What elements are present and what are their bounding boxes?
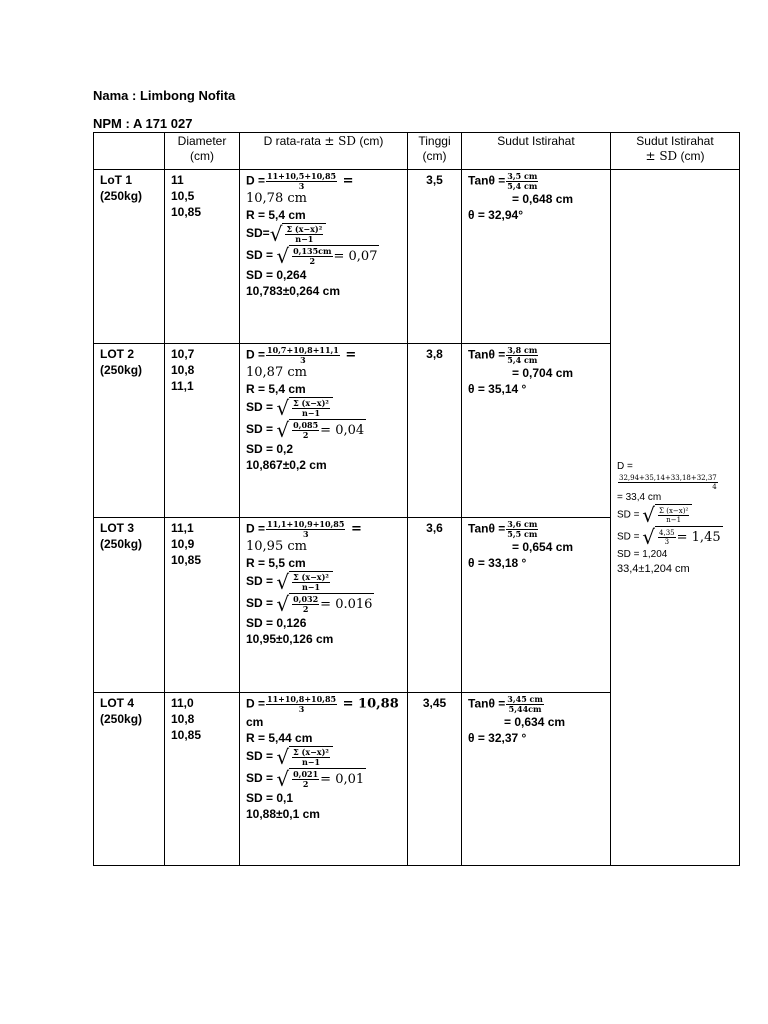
- theta-value: θ = 35,14 °: [468, 382, 527, 396]
- radius: R = 5,44 cm: [246, 731, 313, 745]
- sd-calc-numerator: 0,021: [293, 769, 319, 779]
- header-diameter-label: Diameter: [177, 134, 227, 148]
- lot-name: LOT 3: [100, 521, 135, 535]
- table-row: [94, 170, 740, 344]
- sd-calc-result: = 0,01: [320, 771, 365, 787]
- header-sudut-sd-sd: ± SD: [645, 149, 678, 163]
- sd-formula-denominator: n−1: [301, 582, 321, 592]
- tan-numerator: 3,45 cm: [507, 694, 543, 704]
- diameter-value: 11,1: [171, 521, 194, 535]
- sd-formula-label: SD =: [246, 749, 277, 764]
- header-lot: [94, 133, 165, 170]
- header-tinggi-label: Tinggi: [418, 134, 451, 148]
- summary-sd-calc-numerator: 4,35: [659, 528, 675, 537]
- sd-value: SD = 0,264: [246, 268, 307, 282]
- tinggi-value: 3,5: [426, 173, 443, 187]
- d-final: 10,783±0,264 cm: [246, 284, 340, 298]
- d-denominator: 3: [302, 529, 309, 539]
- sd-calc-denominator: 2: [309, 256, 316, 266]
- radius: R = 5,4 cm: [246, 382, 306, 396]
- d-denominator: 3: [298, 704, 305, 714]
- diameter-value: 11,0: [171, 696, 194, 710]
- sd-formula-numerator: Σ (x−x)²: [293, 572, 329, 582]
- d-denominator: 3: [300, 355, 306, 365]
- tan-label: Tanθ =: [468, 521, 506, 536]
- sqrt-icon: √: [276, 745, 290, 769]
- sqrt-icon: √: [276, 396, 290, 420]
- d-numerator: 11,1+10,9+10,85: [267, 519, 345, 529]
- sqrt-icon: √: [276, 244, 290, 268]
- sd-calc-label: SD =: [246, 596, 277, 611]
- d-label: D =: [246, 347, 266, 362]
- sd-calc-numerator: 0,032: [293, 594, 319, 604]
- summary-d-denominator: 4: [712, 482, 717, 491]
- d-result: cm: [246, 715, 264, 729]
- diameter-value: 10,8: [171, 712, 195, 726]
- lot-weight: (250kg): [100, 189, 143, 203]
- summary-sd-calc-denominator: 3: [664, 537, 670, 546]
- header-d-rata: [240, 133, 408, 170]
- d-numerator: 11+10,5+10,85: [267, 171, 337, 181]
- sqrt-icon: √: [642, 502, 656, 527]
- diameter-value: 10,5: [171, 189, 195, 203]
- sd-calc-denominator: 2: [302, 779, 309, 789]
- diameter-value: 10,7: [171, 347, 195, 361]
- header-sudut: [462, 133, 611, 170]
- sd-formula-label: SD =: [246, 400, 277, 415]
- student-name: Nama : Limbong Nofita: [93, 88, 236, 103]
- sd-calc-denominator: 2: [302, 430, 309, 440]
- tan-label: Tanθ =: [468, 173, 506, 188]
- header-sudut-sd: [611, 133, 740, 170]
- radius: R = 5,4 cm: [246, 208, 306, 222]
- summary-d-result: = 33,4 cm: [617, 491, 662, 503]
- d-denominator: 3: [298, 181, 305, 191]
- tan-denominator: 5,4 cm: [507, 181, 538, 191]
- tan-numerator: 3,8 cm: [507, 345, 538, 355]
- summary-sd-formula-label: SD =: [617, 509, 643, 521]
- d-result: 10,95 cm: [246, 539, 307, 554]
- d-result: 10,87 cm: [246, 365, 307, 380]
- header-diameter-unit: (cm): [190, 149, 214, 163]
- sd-formula-numerator: Σ (x−x)²: [293, 398, 329, 408]
- summary-sd-value: SD = 1,204: [617, 548, 668, 560]
- diameter-value: 10,85: [171, 205, 202, 219]
- sd-calc-label: SD =: [246, 248, 277, 263]
- sd-value: SD = 0,2: [246, 442, 294, 456]
- tinggi-value: 3,6: [426, 521, 443, 535]
- sqrt-icon: √: [276, 418, 290, 442]
- diameter-value: 11: [171, 173, 184, 187]
- header-sudut-sd-unit: (cm): [677, 149, 705, 163]
- lot-name: LOT 2: [100, 347, 135, 361]
- tinggi-value: 3,45: [422, 696, 447, 710]
- lot-weight: (250kg): [100, 363, 143, 377]
- summary-final: 33,4±1,204 cm: [617, 562, 690, 575]
- d-equals: = 10,88: [338, 696, 399, 712]
- lot-name: LoT 1: [100, 173, 132, 187]
- d-final: 10,88±0,1 cm: [246, 807, 320, 821]
- header-tinggi-unit: (cm): [422, 149, 447, 163]
- sd-calc-numerator: 0,135cm: [293, 246, 332, 256]
- diameter-value: 10,85: [171, 728, 202, 742]
- d-final: 10,95±0,126 cm: [246, 632, 334, 646]
- radius: R = 5,5 cm: [246, 556, 306, 570]
- sd-value: SD = 0,126: [246, 616, 307, 630]
- tan-result: = 0,704 cm: [512, 366, 574, 380]
- theta-value: θ = 33,18 °: [468, 556, 527, 570]
- lot-name: LOT 4: [100, 696, 135, 710]
- summary-cell: [611, 170, 740, 866]
- sd-calc-denominator: 2: [302, 604, 309, 614]
- diameter-value: 11,1: [171, 379, 194, 393]
- data-table: [93, 132, 740, 866]
- tan-result: = 0,654 cm: [512, 540, 574, 554]
- lot-weight: (250kg): [100, 712, 143, 726]
- tan-result: = 0,634 cm: [504, 715, 566, 729]
- sd-formula-denominator: n−1: [295, 234, 314, 244]
- d-equals: =: [338, 173, 354, 189]
- d-equals: =: [340, 347, 357, 363]
- summary-d-numerator: 32,94+35,14+33,18+32,37: [619, 473, 717, 482]
- tan-result: = 0,648 cm: [512, 192, 574, 206]
- header-d-rata-label: D rata-rata: [263, 134, 325, 148]
- sd-formula-denominator: n−1: [301, 408, 321, 418]
- tinggi-value: 3,8: [426, 347, 443, 361]
- d-label: D =: [246, 173, 266, 188]
- header-d-rata-sd: ± SD: [324, 134, 357, 148]
- summary-sd-calc-result: = 1,45: [676, 529, 721, 545]
- sd-formula-numerator: Σ (x−x)²: [286, 224, 323, 234]
- tan-denominator: 5,5 cm: [507, 529, 538, 539]
- diameter-value: 10,8: [171, 363, 195, 377]
- summary-sd-calc-label: SD =: [617, 531, 643, 543]
- header-sudut-sd-label: Sudut Istirahat: [636, 134, 714, 148]
- sqrt-icon: √: [276, 592, 290, 616]
- tan-label: Tanθ =: [468, 347, 506, 362]
- d-result: 10,78 cm: [246, 191, 307, 206]
- tan-numerator: 3,6 cm: [507, 519, 538, 529]
- sd-calc-result: = 0,04: [320, 422, 365, 438]
- lot-weight: (250kg): [100, 537, 143, 551]
- tan-denominator: 5,44cm: [508, 704, 542, 714]
- sd-value: SD = 0,1: [246, 791, 294, 805]
- tan-numerator: 3,5 cm: [507, 171, 538, 181]
- sd-calc-result: = 0.016: [320, 596, 373, 612]
- theta-value: θ = 32,94°: [468, 208, 523, 222]
- sqrt-icon: √: [276, 570, 290, 594]
- theta-value: θ = 32,37 °: [468, 731, 527, 745]
- sqrt-icon: √: [642, 524, 656, 549]
- sd-formula-label: SD =: [246, 574, 277, 589]
- summary-d-label: D =: [617, 461, 633, 473]
- sqrt-icon: √: [276, 767, 290, 791]
- d-final: 10,867±0,2 cm: [246, 458, 327, 472]
- sd-formula-label: SD=: [246, 226, 270, 241]
- header-d-rata-unit: (cm): [356, 134, 384, 148]
- tan-label: Tanθ =: [468, 696, 506, 711]
- header-diameter: [165, 133, 240, 170]
- table-header-row: [94, 133, 740, 170]
- d-label: D =: [246, 521, 266, 536]
- sd-formula-denominator: n−1: [301, 757, 321, 767]
- student-npm: NPM : A 171 027: [93, 116, 193, 131]
- sd-calc-label: SD =: [246, 422, 277, 437]
- summary-sd-numerator: Σ (x−x)²: [659, 506, 689, 515]
- sd-formula-numerator: Σ (x−x)²: [293, 747, 329, 757]
- summary-sd-denominator: n−1: [666, 515, 682, 524]
- header-tinggi: [408, 133, 462, 170]
- d-numerator: 11+10,8+10,85: [267, 694, 337, 704]
- sd-calc-numerator: 0,085: [293, 420, 319, 430]
- sd-calc-label: SD =: [246, 771, 277, 786]
- diameter-value: 10,85: [171, 553, 202, 567]
- d-label: D =: [246, 696, 266, 711]
- d-equals: =: [346, 521, 362, 537]
- header-sudut-label: Sudut Istirahat: [497, 134, 575, 148]
- sqrt-icon: √: [269, 222, 283, 246]
- d-numerator: 10,7+10,8+11,1: [267, 345, 339, 355]
- sd-calc-result: = 0,07: [333, 248, 378, 264]
- diameter-value: 10,9: [171, 537, 195, 551]
- tan-denominator: 5,4 cm: [507, 355, 538, 365]
